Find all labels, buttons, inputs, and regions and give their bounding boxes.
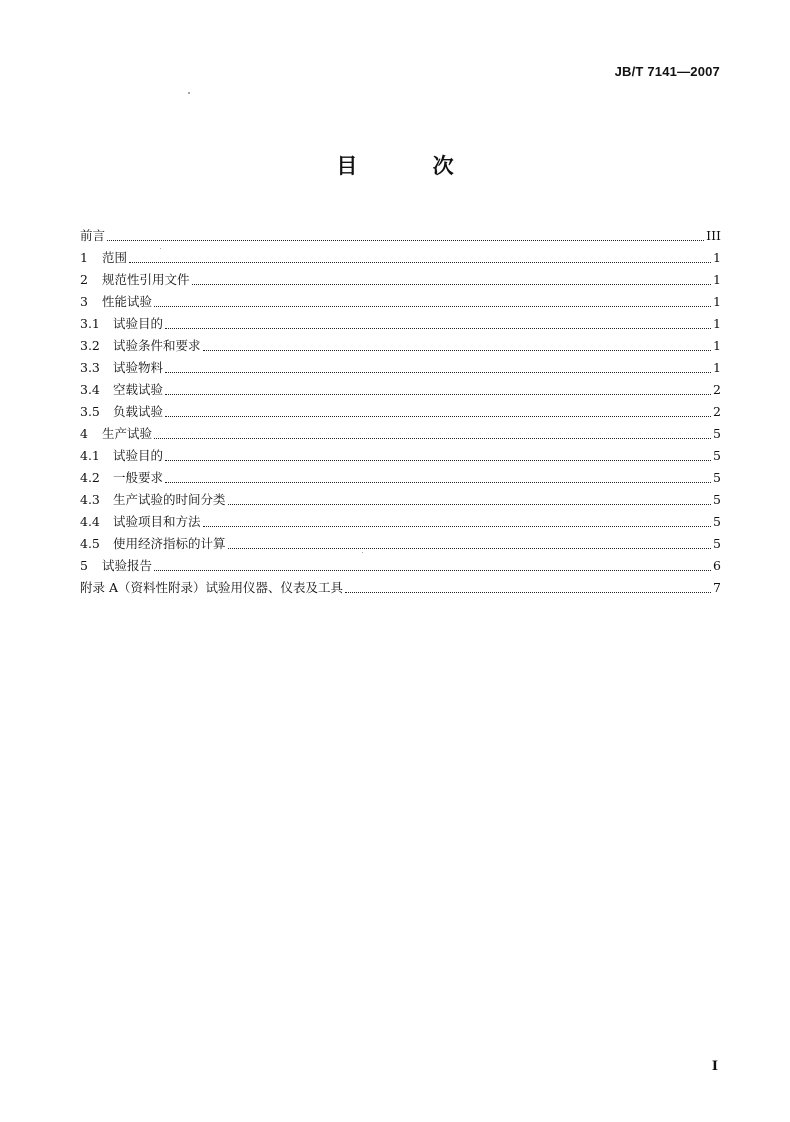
- toc-entry-page: 5: [713, 514, 721, 529]
- toc-entry-number: 3.1: [80, 316, 100, 331]
- toc-entry-text: 试验条件和要求: [113, 338, 201, 353]
- toc-entry-5[interactable]: [80, 552, 721, 574]
- toc-leader-dots: [165, 459, 711, 461]
- toc-leader-dots: [154, 305, 711, 307]
- toc-entry-text: 试验目的: [113, 316, 164, 331]
- toc-leader-dots: [345, 591, 711, 593]
- toc-entry-preface[interactable]: [80, 222, 721, 244]
- toc-entry-4[interactable]: [80, 420, 721, 442]
- toc-entry-page: 1: [713, 316, 721, 331]
- toc-entry-number: 4.1: [80, 448, 100, 463]
- toc-entry-text: 范围: [102, 250, 128, 265]
- toc-entry-3-5[interactable]: [80, 398, 721, 420]
- table-of-contents: [80, 222, 721, 596]
- toc-entry-page: 7: [713, 580, 721, 595]
- toc-entry-3-3[interactable]: [80, 354, 721, 376]
- toc-entry-text: 规范性引用文件: [102, 272, 190, 287]
- toc-entry-page: 5: [713, 470, 721, 485]
- toc-entry-page: 1: [713, 272, 721, 287]
- toc-entry-text: 试验目的: [113, 448, 164, 463]
- toc-entry-text: 使用经济指标的计算: [113, 536, 226, 551]
- standard-code: JB/T 7141—2007: [614, 64, 720, 79]
- toc-entry-4-2[interactable]: [80, 464, 721, 486]
- toc-leader-dots: [165, 481, 711, 483]
- toc-entry-3-4[interactable]: [80, 376, 721, 398]
- toc-entry-text: 一般要求: [113, 470, 164, 485]
- toc-leader-dots: [154, 569, 711, 571]
- toc-entry-text: 试验物料: [113, 360, 164, 375]
- toc-leader-dots: [228, 503, 711, 505]
- toc-leader-dots: [192, 283, 711, 285]
- toc-entry-page: 1: [713, 338, 721, 353]
- scan-speck: [188, 92, 190, 94]
- scan-speck: [362, 552, 363, 553]
- toc-entry-text: 前言: [80, 228, 106, 243]
- toc-leader-dots: [129, 261, 711, 263]
- toc-entry-number: 4.3: [80, 492, 100, 507]
- toc-entry-number: 4.5: [80, 536, 100, 551]
- toc-entry-number: 5: [80, 558, 88, 573]
- toc-entry-text: 附录 A（资料性附录）试验用仪器、仪表及工具: [80, 580, 344, 595]
- toc-entry-number: 1: [80, 250, 88, 265]
- toc-entry-3[interactable]: [80, 288, 721, 310]
- toc-entry-page: 5: [713, 492, 721, 507]
- toc-leader-dots: [165, 393, 711, 395]
- toc-leader-dots: [165, 371, 711, 373]
- toc-leader-dots: [165, 327, 711, 329]
- toc-leader-dots: [154, 437, 711, 439]
- toc-entry-4-5[interactable]: [80, 530, 721, 552]
- toc-entry-text: 生产试验: [102, 426, 153, 441]
- toc-entry-text: 生产试验的时间分类: [113, 492, 226, 507]
- scan-speck: [160, 248, 161, 249]
- toc-entry-page: 1: [713, 360, 721, 375]
- toc-entry-4-1[interactable]: [80, 442, 721, 464]
- toc-entry-number: 4.2: [80, 470, 100, 485]
- toc-entry-page: 2: [713, 382, 721, 397]
- toc-entry-3-1[interactable]: [80, 310, 721, 332]
- toc-entry-2[interactable]: [80, 266, 721, 288]
- toc-entry-number: 4.4: [80, 514, 100, 529]
- toc-entry-number: 2: [80, 272, 88, 287]
- toc-entry-number: 3.3: [80, 360, 100, 375]
- toc-entry-number: 3.4: [80, 382, 100, 397]
- toc-entry-number: 4: [80, 426, 88, 441]
- toc-leader-dots: [203, 525, 711, 527]
- toc-entry-1[interactable]: [80, 244, 721, 266]
- toc-entry-page: 6: [713, 558, 721, 573]
- toc-entry-annex-a[interactable]: [80, 574, 721, 596]
- toc-entry-4-3[interactable]: [80, 486, 721, 508]
- toc-entry-3-2[interactable]: [80, 332, 721, 354]
- toc-entry-page: 1: [713, 294, 721, 309]
- toc-title: 目 次: [336, 154, 488, 178]
- toc-entry-text: 空载试验: [113, 382, 164, 397]
- toc-entry-number: 3.5: [80, 404, 100, 419]
- toc-leader-dots: [107, 239, 704, 241]
- toc-entry-text: 试验项目和方法: [113, 514, 201, 529]
- toc-entry-page: 5: [713, 448, 721, 463]
- toc-entry-text: 性能试验: [102, 294, 153, 309]
- toc-leader-dots: [228, 547, 711, 549]
- page-number: I: [711, 1059, 718, 1074]
- toc-entry-text: 试验报告: [102, 558, 153, 573]
- toc-entry-page: 1: [713, 250, 721, 265]
- toc-entry-number: 3: [80, 294, 88, 309]
- toc-entry-page: III: [706, 228, 721, 243]
- toc-entry-page: 2: [713, 404, 721, 419]
- toc-entry-text: 负载试验: [113, 404, 164, 419]
- toc-entry-page: 5: [713, 426, 721, 441]
- toc-leader-dots: [203, 349, 711, 351]
- toc-leader-dots: [165, 415, 711, 417]
- toc-entry-4-4[interactable]: [80, 508, 721, 530]
- toc-entry-number: 3.2: [80, 338, 100, 353]
- toc-entry-page: 5: [713, 536, 721, 551]
